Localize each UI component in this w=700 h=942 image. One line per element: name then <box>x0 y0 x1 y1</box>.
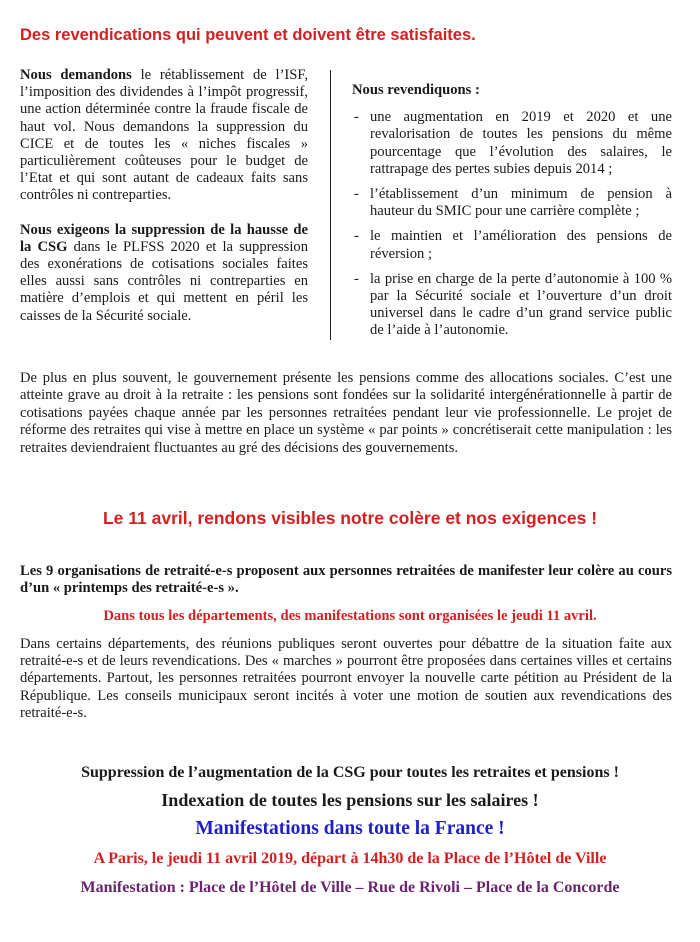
claim-item: - une augmentation en 2019 et 2020 et une revalorisation de toutes les pensions du même pourcentage que l’évolution des salaires, le rattrapage des pertes subies depuis 2014 ; <box>352 109 672 178</box>
slogan-france: Manifestations dans toute la France ! <box>195 818 505 839</box>
headline: Le 11 avril, rendons visibles notre colère et nos exigences ! <box>102 508 598 528</box>
column-divider <box>330 70 331 340</box>
details-paragraph: Dans certains départements, des réunions publiques seront ouvertes pour débattre de la situation faite aux retraité-e-s et de leurs revendications. Des « marches » pourront être proposées dans certaines villes et certains départements. Partout, les personnes retraitées pourront envoyer la nouvelle carte pétition au Président de la République. Les conseils municipaux seront incités à voter une motion de soutien aux revendications des retraité-e-s. <box>20 636 672 721</box>
slogan-route: Manifestation : Place de l’Hôtel de Ville – Rue de Rivoli – Place de la Concorde <box>80 879 620 896</box>
left-column <box>20 67 308 342</box>
csg-text: dans le PLFSS 2020 et la suppression des exonérations de cotisations sociales faites elles aussi sans contrôles ni contreparties en matière d’emplois et qui mettent en péril les caisses de la Sécurité sociale. <box>20 238 308 324</box>
claim-item: - le maintien et l’amélioration des pensions de réversion ; <box>352 228 672 262</box>
claim-item: - l’établissement d’un minimum de pension à hauteur du SMIC pour une carrière complète ; <box>352 186 672 220</box>
departments-line: Dans tous les départements, des manifestations sont organisées le jeudi 11 avril. <box>103 608 597 624</box>
slogan-indexation: Indexation de toutes les pensions sur les salaires ! <box>161 790 539 810</box>
slogan-csg: Suppression de l’augmentation de la CSG pour toutes les retraites et pensions ! <box>81 764 619 781</box>
demands-text: le rétablissement de l’ISF, l’imposition des dividendes à l’impôt progressif, une action déterminée contre la fraude fiscale de haut vol. Nous demandons la suppression du CICE et de toutes les « niches fiscales » particulièrement coûteuses pour le budget de l’Etat et qui sont autant de cadeaux faits sans contrôles ni contreparties. <box>20 67 308 204</box>
claim-item: - la prise en charge de la perte d’autonomie à 100 % par la Sécurité sociale et l’ouverture d’un droit universel dans le cadre d’un grand service public de l’aide à l’autonomie. <box>352 271 672 340</box>
csg-lead: Nous exigeons la suppression de la hausse de la CSG <box>20 221 308 255</box>
claims-heading: Nous revendiquons : <box>352 82 480 98</box>
demands-paragraph <box>20 67 308 205</box>
intro-paragraph: De plus en plus souvent, le gouvernement présente les pensions comme des allocations sociales. C’est une atteinte grave au droit à la retraite : les pensions sont fondées sur la solidarité intergénérationnelle à partir de cotisations payées chaque année par les personnes retraitées pendant leur vie professionnelle. Le projet de réforme des retraites qui vise à mettre en place un système « par points » concrétiserait cette manipulation : les retraites deviendraient fluctuantes au gré des décisions des gouvernements. <box>20 370 672 456</box>
right-column <box>352 82 672 348</box>
organisations-paragraph: Les 9 organisations de retraité-e-s proposent aux personnes retraitées de manifester leur colère au cours d’un « printemps des retraité-e-s ». <box>20 563 672 597</box>
csg-paragraph <box>20 222 308 325</box>
demands-lead: Nous demandons <box>20 67 132 83</box>
claims-list <box>352 109 672 339</box>
slogan-paris: A Paris, le jeudi 11 avril 2019, départ à 14h30 de la Place de l’Hôtel de Ville <box>93 850 607 867</box>
page-title: Des revendications qui peuvent et doivent être satisfaites. <box>20 26 476 44</box>
